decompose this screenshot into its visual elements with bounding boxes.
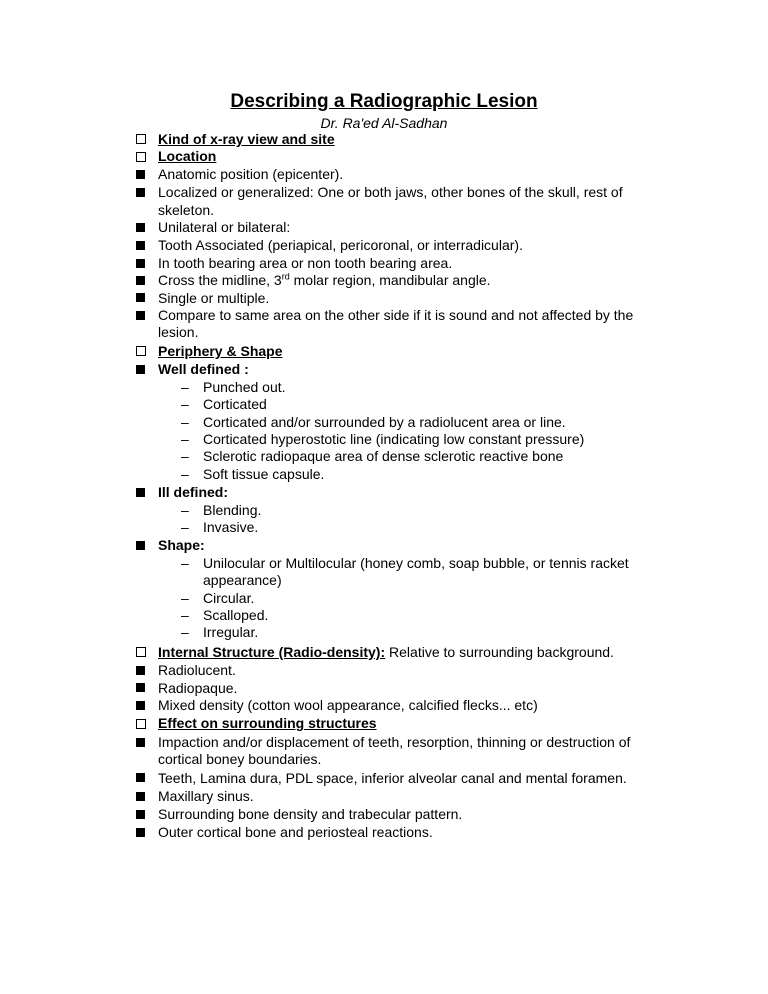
dash-bullet-icon: – [181, 413, 189, 430]
item-text: Punched out. [203, 378, 286, 395]
list-item [0, 806, 768, 823]
list-item [0, 237, 768, 254]
list-item [0, 307, 768, 342]
item-text: Soft tissue capsule. [203, 465, 325, 482]
item-text: Teeth, Lamina dura, PDL space, inferior alveolar canal and mental foramen. [158, 769, 627, 786]
item-text: Blending. [203, 501, 262, 518]
square-bullet-icon [136, 272, 150, 289]
dash-bullet-icon: – [181, 554, 189, 571]
item-text: Scalloped. [203, 606, 269, 623]
item-text: Compare to same area on the other side if it is sound and not affected by the lesion. [158, 307, 634, 341]
list-item [0, 290, 768, 307]
outline-list [0, 131, 768, 841]
section-heading-item [0, 715, 768, 732]
list-item [0, 697, 768, 714]
square-bullet-icon [136, 662, 150, 679]
dash-bullet-icon: – [181, 396, 189, 413]
item-text: Mixed density (cotton wool appearance, calcified flecks... etc) [158, 697, 538, 713]
dash-bullet-icon: – [181, 501, 189, 518]
checkbox-bullet-icon [136, 644, 150, 661]
item-text: Radiopaque. [158, 679, 238, 696]
item-text: Radiolucent. [158, 662, 236, 679]
list-item [0, 219, 768, 236]
sub-list-item [0, 555, 768, 590]
square-bullet-icon [136, 166, 150, 183]
square-bullet-icon [136, 788, 150, 805]
checkbox-bullet-icon [136, 131, 150, 148]
item-text: Impaction and/or displacement of teeth, resorption, thinning or destruction of cortical boney boundaries. [158, 733, 631, 768]
square-bullet-icon [136, 697, 150, 714]
list-item [0, 484, 768, 501]
sub-list-item [0, 590, 768, 607]
list-item [0, 824, 768, 841]
document-author: Dr. Ra'ed Al-Sadhan [320, 115, 448, 131]
square-bullet-icon [136, 680, 150, 697]
item-text: Sclerotic radiopaque area of dense sclerotic reactive bone [203, 448, 564, 465]
item-text: Single or multiple. [158, 289, 270, 306]
list-item [0, 272, 768, 289]
item-text: Anatomic position (epicenter). [158, 165, 344, 182]
item-text: Ill defined: [158, 484, 228, 501]
square-bullet-icon [136, 255, 150, 272]
checkbox-bullet-icon [136, 343, 150, 360]
item-text: Corticated and/or surrounded by a radiolucent area or line. [203, 413, 566, 430]
dash-bullet-icon: – [181, 378, 189, 395]
item-text: Periphery & Shape [158, 342, 283, 359]
item-text: Surrounding bone density and trabecular pattern. [158, 806, 463, 823]
list-item [0, 788, 768, 805]
item-text: Kind of x-ray view and site [158, 131, 335, 147]
item-text: Corticated hyperostotic line (indicating low constant pressure) [203, 430, 585, 447]
list-item [0, 662, 768, 679]
sub-list-item [0, 431, 768, 448]
section-heading-item [0, 343, 768, 360]
dash-bullet-icon: – [181, 518, 189, 535]
item-text: Internal Structure (Radio-density): Relative to surrounding background. [158, 643, 614, 660]
item-text: Circular. [203, 589, 255, 606]
sub-list-item [0, 607, 768, 624]
checkbox-bullet-icon [136, 148, 150, 165]
square-bullet-icon [136, 307, 150, 324]
sub-list-item [0, 448, 768, 465]
square-bullet-icon [136, 770, 150, 787]
item-text: Unilateral or bilateral: [158, 219, 291, 236]
item-text: Invasive. [203, 518, 259, 535]
checkbox-bullet-icon [136, 715, 150, 732]
sub-list-item [0, 466, 768, 483]
dash-bullet-icon: – [181, 430, 189, 447]
item-text: Maxillary sinus. [158, 788, 254, 805]
item-text: Shape: [158, 537, 205, 554]
list-item [0, 361, 768, 378]
document-title: Describing a Radiographic Lesion [230, 91, 538, 112]
square-bullet-icon [136, 484, 150, 501]
square-bullet-icon [136, 361, 150, 378]
square-bullet-icon [136, 237, 150, 254]
dash-bullet-icon: – [181, 624, 189, 641]
section-heading-item [0, 644, 768, 661]
item-text: Corticated [203, 396, 267, 413]
list-item [0, 255, 768, 272]
item-text: Tooth Associated (periapical, pericoronal, or interradicular). [158, 237, 523, 254]
list-item [0, 734, 768, 769]
dash-bullet-icon: – [181, 448, 189, 465]
dash-bullet-icon: – [181, 465, 189, 482]
section-heading-item [0, 131, 768, 148]
list-item [0, 680, 768, 697]
sub-list-item [0, 624, 768, 641]
sub-list-item [0, 519, 768, 536]
item-text: In tooth bearing area or non tooth bearing area. [158, 254, 453, 271]
list-item [0, 770, 768, 787]
sub-list-item [0, 379, 768, 396]
section-heading-item [0, 148, 768, 165]
sub-list-item [0, 396, 768, 413]
item-text: Unilocular or Multilocular (honey comb, soap bubble, or tennis racket appearance) [203, 554, 629, 589]
item-text: Outer cortical bone and periosteal reactions. [158, 823, 433, 840]
list-item [0, 184, 768, 219]
list-item [0, 537, 768, 554]
sub-list-item [0, 502, 768, 519]
dash-bullet-icon: – [181, 606, 189, 623]
sub-list-item [0, 414, 768, 431]
square-bullet-icon [136, 537, 150, 554]
item-text: Effect on surrounding structures [158, 715, 377, 732]
list-item [0, 166, 768, 183]
item-text: Location [158, 148, 217, 165]
dash-bullet-icon: – [181, 589, 189, 606]
square-bullet-icon [136, 184, 150, 201]
item-text: Localized or generalized: One or both jaws, other bones of the skull, rest of skeleton. [158, 184, 623, 218]
square-bullet-icon [136, 806, 150, 823]
item-text: Cross the midline, 3rd molar region, mandibular angle. [158, 271, 491, 289]
square-bullet-icon [136, 290, 150, 307]
square-bullet-icon [136, 824, 150, 841]
item-text: Well defined : [158, 361, 249, 378]
square-bullet-icon [136, 734, 150, 751]
square-bullet-icon [136, 219, 150, 236]
item-text: Irregular. [203, 624, 259, 641]
